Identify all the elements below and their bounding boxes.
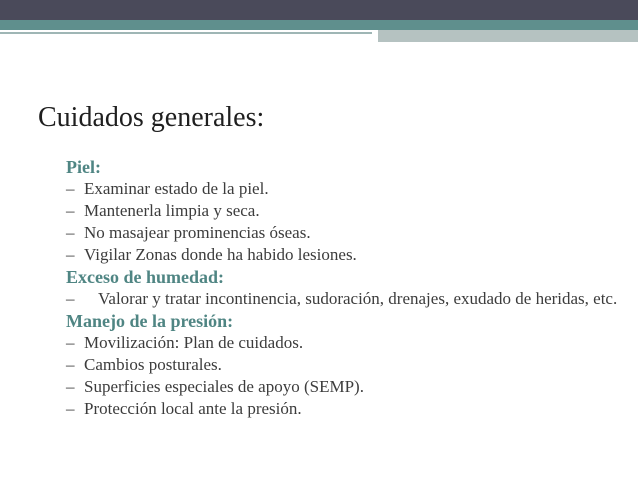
list-item: – Mantenerla limpia y seca.	[66, 201, 260, 220]
section-heading-humedad: Exceso de humedad:	[66, 267, 225, 287]
section-heading-piel: Piel:	[66, 157, 101, 177]
dash-marker: –	[66, 377, 75, 396]
dash-marker: –	[66, 399, 75, 418]
dash-marker: –	[66, 355, 75, 374]
slide-content	[66, 156, 626, 420]
top-teal-bar	[0, 20, 638, 30]
dash-marker: –	[66, 245, 75, 264]
list-item: – Superficies especiales de apoyo (SEMP).	[66, 377, 364, 396]
list-item: – Examinar estado de la piel.	[66, 179, 269, 198]
slide-title: Cuidados generales:	[38, 102, 265, 133]
top-left-accent-line	[0, 32, 372, 34]
dash-marker: –	[66, 223, 75, 242]
dash-marker: –	[66, 333, 75, 352]
top-dark-bar	[0, 0, 638, 20]
dash-marker: –	[66, 289, 75, 308]
list-item: – Movilización: Plan de cuidados.	[66, 333, 304, 352]
section-heading-presion: Manejo de la presión:	[66, 311, 234, 331]
list-item: – Vigilar Zonas donde ha habido lesiones.	[66, 245, 357, 264]
list-item: – Cambios posturales.	[66, 355, 222, 374]
dash-marker: –	[66, 179, 75, 198]
top-right-accent-bar	[378, 30, 638, 42]
list-item: – Protección local ante la presión.	[66, 399, 302, 418]
dash-marker: –	[66, 201, 75, 220]
list-item: – Valorar y tratar incontinencia, sudoración, drenajes, exudado de heridas, etc.	[66, 289, 618, 308]
list-item: – No masajear prominencias óseas.	[66, 223, 311, 242]
